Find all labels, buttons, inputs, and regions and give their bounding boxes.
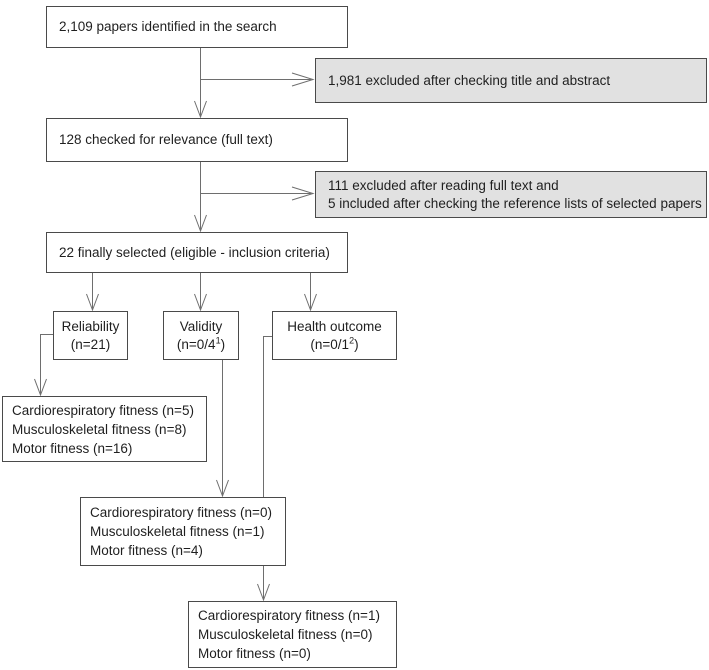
arrow-checked-to-selected xyxy=(195,162,207,231)
reliability-label: Reliability xyxy=(61,318,120,334)
excluded-full-text-line2: 5 included after checking the reference lists of selected papers xyxy=(328,195,702,211)
health-outcome-footnote-marker: 2 xyxy=(349,335,355,345)
health-outcome-count: $(n=0/1^2)$ xyxy=(310,335,359,352)
validity-results-line3: Motor fitness (n=4) xyxy=(90,543,203,558)
arrow-branch-to-excluded-full-text xyxy=(201,187,314,200)
reliability-results-line2: Musculoskeletal fitness (n=8) xyxy=(12,421,187,437)
identified-text: 2,109 papers identified in the search xyxy=(59,19,277,35)
flow-box-health-results xyxy=(188,601,397,668)
health-results-line2: Musculoskeletal fitness (n=0) xyxy=(198,627,373,642)
flow-box-finally-selected xyxy=(46,232,348,273)
arrow-selected-to-validity xyxy=(195,273,207,310)
arrow-identified-to-checked xyxy=(195,48,207,117)
flow-box-excluded-full-text xyxy=(315,171,707,218)
arrow-validity-to-results xyxy=(217,360,229,496)
excluded-full-text-line1: 111 excluded after reading full text and xyxy=(328,178,559,193)
flow-box-validity xyxy=(163,311,239,360)
validity-count: $(n=0/4^1)$ xyxy=(176,335,226,352)
flow-box-reliability xyxy=(53,311,128,360)
finally-selected-text: 22 finally selected (eligible - inclusion criteria) xyxy=(59,244,330,260)
flow-box-health-outcome xyxy=(272,311,397,360)
flow-box-reliability-results xyxy=(2,396,207,462)
health-results-line1: Cardiorespiratory fitness (n=1) xyxy=(198,608,380,623)
flow-box-checked-relevance xyxy=(46,118,348,162)
flow-box-validity-results xyxy=(80,497,286,566)
validity-results-line1: Cardiorespiratory fitness (n=0) xyxy=(90,505,272,520)
reliability-results-line1: Cardiorespiratory fitness (n=5) xyxy=(12,402,194,418)
flow-box-identified xyxy=(46,6,348,48)
reliability-results-line3: Motor fitness (n=16) xyxy=(12,440,133,456)
arrow-selected-to-health-outcome xyxy=(305,273,317,310)
arrow-selected-to-reliability xyxy=(87,273,99,310)
excluded-title-abstract-text: 1,981 excluded after checking title and abstract xyxy=(328,72,611,88)
validity-results-line2: Musculoskeletal fitness (n=1) xyxy=(90,524,265,539)
reliability-count: (n=21) xyxy=(70,336,111,352)
arrow-branch-to-excluded-title-abstract xyxy=(201,73,314,86)
checked-relevance-text: 128 checked for relevance (full text) xyxy=(59,132,273,148)
validity-label: Validity xyxy=(179,318,223,334)
health-outcome-label: Health outcome xyxy=(287,318,382,334)
flow-box-excluded-title-abstract xyxy=(315,58,707,103)
health-results-line3: Motor fitness (n=0) xyxy=(198,646,311,661)
validity-footnote-marker: 1 xyxy=(215,335,221,345)
arrow-reliability-to-results xyxy=(35,335,54,396)
